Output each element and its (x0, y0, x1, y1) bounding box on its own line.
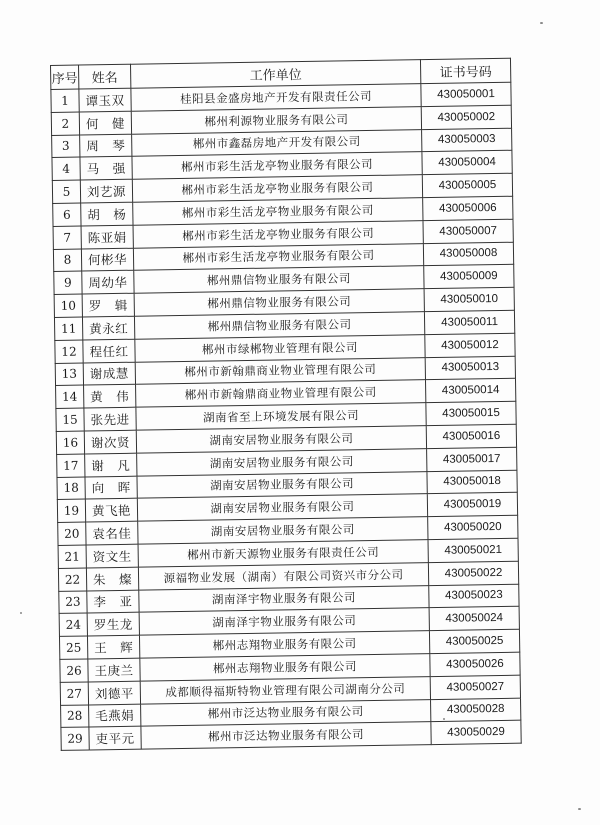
work-unit-cell: 郴州市彩生活龙亭物业服务有限公司 (133, 198, 423, 225)
serial-number-cell: 10 (54, 294, 82, 317)
serial-number-cell: 29 (61, 727, 89, 750)
serial-number-cell: 9 (54, 271, 82, 294)
certificate-number-cell: 430050027 (430, 675, 520, 699)
certificate-number-cell: 430050025 (429, 629, 519, 653)
work-unit-cell: 郴州志翔物业服务有限公司 (140, 654, 430, 681)
name-cell: 周幼华 (82, 271, 134, 295)
name-cell: 胡 杨 (81, 202, 133, 226)
scan-speck (540, 22, 543, 24)
work-unit-cell: 湖南安居物业服务有限公司 (137, 448, 427, 475)
name-cell: 马 强 (80, 157, 132, 181)
certificate-number-cell: 430050009 (424, 265, 514, 289)
work-unit-cell: 湖南安居物业服务有限公司 (137, 471, 427, 498)
certificate-number-cell: 430050024 (429, 607, 519, 631)
serial-number-cell: 15 (56, 408, 84, 431)
work-unit-cell: 湖南安居物业服务有限公司 (136, 426, 426, 453)
name-cell: 黄飞艳 (85, 499, 137, 523)
work-unit-cell: 郴州市彩生活龙亭物业服务有限公司 (132, 152, 422, 179)
serial-number-cell: 12 (55, 340, 83, 363)
serial-number-cell: 25 (59, 636, 87, 659)
name-cell: 王庚兰 (88, 658, 140, 682)
certificate-number-cell: 430050006 (423, 196, 513, 220)
certificate-number-cell: 430050022 (428, 561, 518, 585)
certificate-number-cell: 430050005 (422, 173, 512, 197)
work-unit-cell: 桂阳县金盛房地产开发有限责任公司 (131, 84, 421, 111)
name-cell: 李 亚 (87, 590, 139, 614)
name-cell: 向 晖 (85, 476, 137, 500)
work-unit-cell: 湖南泽宇物业服务有限公司 (139, 608, 429, 635)
work-unit-cell: 郴州市彩生活龙亭物业服务有限公司 (133, 220, 423, 247)
serial-number-cell: 13 (55, 363, 83, 386)
name-cell: 周 琴 (80, 134, 132, 158)
certificate-number-cell: 430050008 (423, 242, 513, 266)
name-cell: 程任红 (83, 339, 135, 363)
certificate-number-cell: 430050019 (427, 493, 517, 517)
name-cell: 张先进 (84, 407, 136, 431)
work-unit-cell: 郴州市泛达物业服务有限公司 (141, 722, 431, 749)
name-cell: 谢 凡 (85, 453, 137, 477)
name-cell: 吏平元 (89, 726, 141, 750)
certificate-number-cell: 430050001 (421, 82, 511, 106)
certificate-number-cell: 430050028 (431, 698, 521, 722)
certificate-number-cell: 430050004 (422, 151, 512, 175)
certificate-register-table (50, 58, 522, 751)
name-cell: 袁名佳 (86, 521, 138, 545)
table-body (51, 82, 521, 750)
header-work-unit: 工作单位 (130, 60, 420, 89)
serial-number-cell: 28 (61, 704, 89, 727)
name-cell: 谢次贤 (84, 430, 136, 454)
work-unit-cell: 湖南省至上环境发展有限公司 (136, 403, 426, 430)
serial-number-cell: 21 (58, 545, 86, 568)
serial-number-cell: 18 (57, 477, 85, 500)
work-unit-cell: 郴州志翔物业服务有限公司 (139, 631, 429, 658)
certificate-number-cell: 430050013 (425, 356, 515, 380)
certificate-number-cell: 430050017 (427, 447, 517, 471)
certificate-number-cell: 430050015 (426, 401, 516, 425)
serial-number-cell: 20 (58, 522, 86, 545)
name-cell: 谢成慧 (83, 362, 135, 386)
work-unit-cell: 湖南泽宇物业服务有限公司 (139, 585, 429, 612)
work-unit-cell: 郴州市绿郴物业管理有限公司 (135, 334, 425, 361)
name-cell: 何 健 (79, 111, 131, 135)
serial-number-cell: 6 (53, 203, 81, 226)
certificate-number-cell: 430050007 (423, 219, 513, 243)
certificate-number-cell: 430050023 (429, 584, 519, 608)
serial-number-cell: 27 (60, 682, 88, 705)
work-unit-cell: 郴州市新翰鼎商业物业管理有限公司 (136, 380, 426, 407)
work-unit-cell: 湖南安居物业服务有限公司 (137, 494, 427, 521)
name-cell: 刘德平 (88, 681, 140, 705)
name-cell: 毛燕娟 (89, 704, 141, 728)
certificate-number-cell: 430050020 (428, 515, 518, 539)
name-cell: 朱 燦 (86, 567, 138, 591)
name-cell: 谭玉双 (79, 88, 131, 112)
serial-number-cell: 2 (51, 112, 79, 135)
work-unit-cell: 郴州鼎信物业服务有限公司 (134, 312, 424, 339)
name-cell: 黄永红 (82, 316, 134, 340)
work-unit-cell: 郴州市新天源物业服务有限责任公司 (138, 540, 428, 567)
name-cell: 资文生 (86, 544, 138, 568)
header-serial-number: 序号 (51, 65, 79, 89)
certificate-number-cell: 430050029 (431, 720, 521, 744)
serial-number-cell: 14 (56, 385, 84, 408)
work-unit-cell: 郴州市新翰鼎商业物业管理有限公司 (135, 357, 425, 384)
name-cell: 黄 伟 (84, 385, 136, 409)
work-unit-cell: 郴州市彩生活龙亭物业服务有限公司 (132, 175, 422, 202)
certificate-number-cell: 430050021 (428, 538, 518, 562)
serial-number-cell: 4 (52, 157, 80, 180)
serial-number-cell: 19 (57, 499, 85, 522)
name-cell: 王 辉 (87, 635, 139, 659)
header-name: 姓名 (79, 64, 131, 89)
work-unit-cell: 郴州市彩生活龙亭物业服务有限公司 (133, 243, 423, 270)
scan-speck (578, 808, 581, 810)
name-cell: 罗 辑 (82, 293, 134, 317)
serial-number-cell: 26 (60, 659, 88, 682)
certificate-number-cell: 430050012 (425, 333, 515, 357)
certificate-number-cell: 430050016 (426, 424, 516, 448)
certificate-number-cell: 430050003 (422, 128, 512, 152)
serial-number-cell: 16 (56, 431, 84, 454)
serial-number-cell: 11 (54, 317, 82, 340)
name-cell: 刘艺源 (80, 179, 132, 203)
serial-number-cell: 8 (53, 249, 81, 272)
name-cell: 何彬华 (81, 248, 133, 272)
name-cell: 罗生龙 (87, 612, 139, 636)
certificate-number-cell: 430050011 (424, 310, 514, 334)
serial-number-cell: 24 (59, 613, 87, 636)
serial-number-cell: 1 (51, 89, 79, 112)
serial-number-cell: 23 (59, 591, 87, 614)
name-cell: 陈亚娟 (81, 225, 133, 249)
serial-number-cell: 5 (52, 180, 80, 203)
certificate-number-cell: 430050026 (430, 652, 520, 676)
serial-number-cell: 17 (57, 454, 85, 477)
work-unit-cell: 郴州鼎信物业服务有限公司 (134, 289, 424, 316)
certificate-number-cell: 430050018 (427, 470, 517, 494)
scan-speck (20, 612, 22, 614)
header-certificate-number: 证书号码 (420, 58, 510, 83)
serial-number-cell: 22 (58, 568, 86, 591)
work-unit-cell: 湖南安居物业服务有限公司 (138, 517, 428, 544)
work-unit-cell: 郴州利源物业服务有限公司 (131, 106, 421, 133)
serial-number-cell: 3 (52, 135, 80, 158)
certificate-number-cell: 430050010 (424, 287, 514, 311)
work-unit-cell: 郴州市鑫磊房地产开发有限公司 (132, 129, 422, 156)
serial-number-cell: 7 (53, 226, 81, 249)
work-unit-cell: 源福物业发展（湖南）有限公司资兴市分公司 (138, 562, 428, 589)
work-unit-cell: 郴州鼎信物业服务有限公司 (134, 266, 424, 293)
certificate-number-cell: 430050002 (421, 105, 511, 129)
register-table-wrapper (50, 58, 521, 751)
certificate-number-cell: 430050014 (425, 379, 515, 403)
work-unit-cell: 成都顺得福斯特物业管理有限公司湖南分公司 (140, 676, 430, 703)
work-unit-cell: 郴州市泛达物业服务有限公司 (141, 699, 431, 726)
